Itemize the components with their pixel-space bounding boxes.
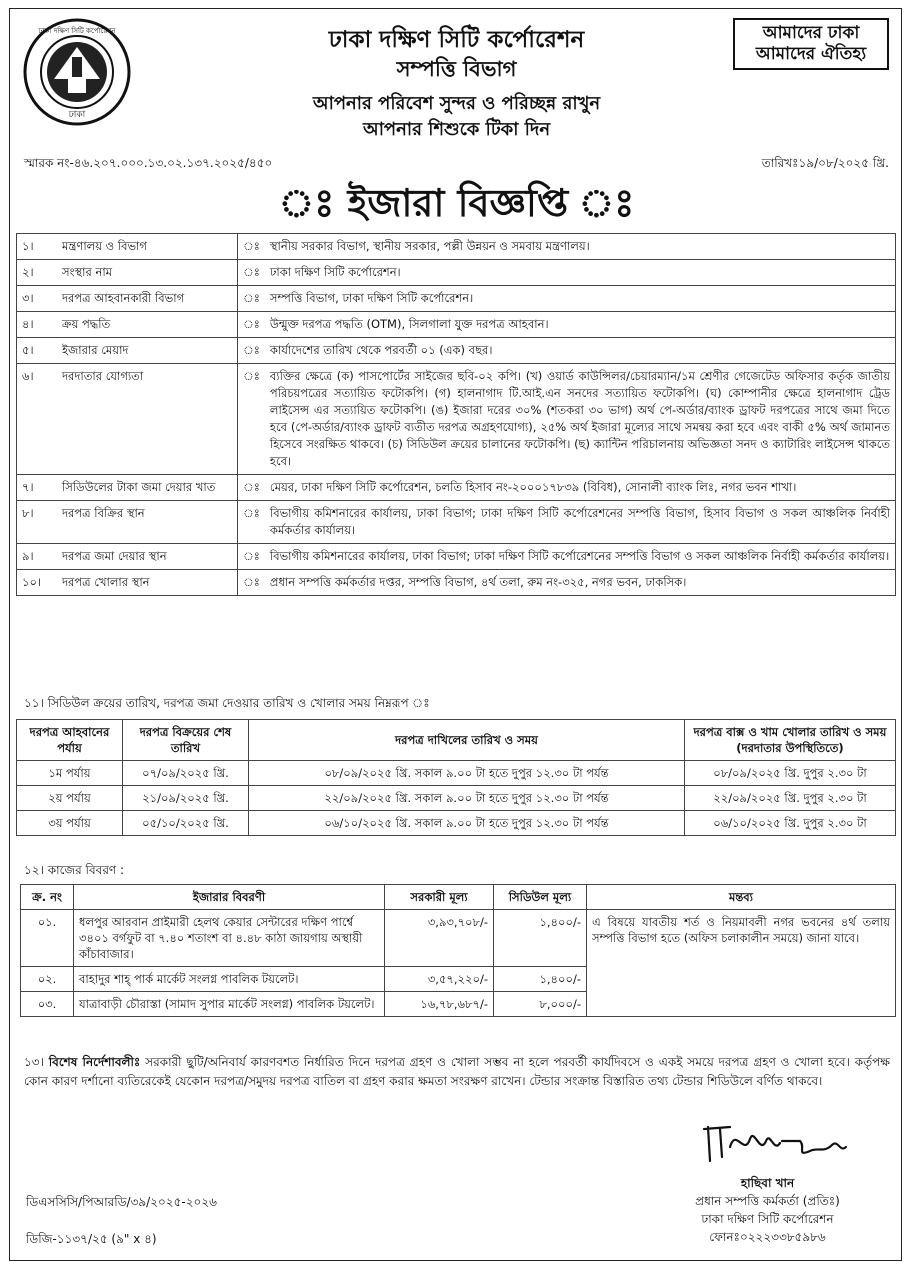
memo-number: স্মারক নং-৪৬.২০৭.০০০.১৩.০২.১৩৭.২০২৫/৪৫০ <box>24 156 273 170</box>
dept-name: সম্পত্তি বিভাগ <box>396 57 517 81</box>
item-cell: ১৬,৭৮,৬৮৭/- <box>385 992 494 1017</box>
info-row-value: বিভাগীয় কমিশনারের কার্যালয়, ঢাকা বিভাগ; ঢাকা দক্ষিণ সিটি কর্পোরেশনের সম্পত্তি বিভাগ, হিসাব বিভাগ ও সকল আঞ্চলিক নির্বাহী কর্মকর্তার কার্যালয়। <box>265 501 896 544</box>
notice-title: ঃ ইজারা বিজ্ঞপ্তি ঃ <box>278 181 635 225</box>
item-cell: ১,৪০০/- <box>494 910 587 967</box>
item-cell: ৩,৯৩,৭০৮/- <box>385 910 494 967</box>
info-row-colon: ঃ <box>238 338 265 364</box>
schedule-header-open: দরপত্র বাক্স ও খাম খোলার তারিখ ও সময় (দরদাতার উপস্থিতিতে) <box>685 720 896 761</box>
info-row-number: ৪। <box>17 312 58 338</box>
item-cell: ধলপুর আরবান প্রাইমারী হেলথ কেয়ার সেন্টারের দক্ষিণ পার্শ্বে ৩৪০১ বর্গফুট বা ৭.৪০ শতাংশ বা ৪.৪৮ কাঠা জায়গায় অস্থায়ী কাঁচাবাজার। <box>74 910 385 967</box>
reference-number: ডিএসসিসি/পিআরডি/৩৯/২০২৫-২০২৬ <box>26 1195 217 1209</box>
section-13-number: ১৩। <box>24 1055 44 1069</box>
info-row-value: মেয়র, ঢাকা দক্ষিণ সিটি কর্পোরেশন, চলতি হিসাব নং-২০০০১৭৮৩৯ (বিবিধ), সোনালী ব্যাংক লিঃ, নগর ভবন শাখা। <box>265 475 896 501</box>
info-row <box>17 475 896 501</box>
schedule-row <box>17 761 896 786</box>
schedule-cell: ০৭/০৯/২০২৫ খ্রি. <box>123 761 249 786</box>
signer-designation: প্রধান সম্পত্তি কর্মকর্তা (প্রতিঃ) <box>695 1194 840 1208</box>
item-cell: যাত্রাবাড়ী চৌরাস্তা (সামাদ সুপার মার্কেট সংলগ্ন) পাবলিক টয়লেট। <box>74 992 385 1017</box>
info-row <box>17 544 896 570</box>
heritage-line-2: আমাদের ঐতিহ্য <box>755 44 867 64</box>
section-12-heading: ১২। কাজের বিবরণ : <box>24 863 125 877</box>
schedule-row <box>17 811 896 836</box>
item-cell: ৩,৫৭,২২০/- <box>385 967 494 992</box>
info-row-colon: ঃ <box>238 260 265 286</box>
items-header-desc: ইজারার বিবরণী <box>74 885 385 910</box>
info-row <box>17 234 896 260</box>
info-row-label: সংস্থার নাম <box>57 260 238 286</box>
info-row-colon: ঃ <box>238 364 265 475</box>
signer-block <box>650 1174 885 1246</box>
schedule-cell: ০৮/০৯/২০২৫ খ্রি. দুপুর ২.৩০ টা <box>685 761 896 786</box>
info-row <box>17 364 896 475</box>
notice-page <box>9 8 902 1261</box>
items-header-govt-price: সরকারী মূল্য <box>385 885 494 910</box>
info-row <box>17 260 896 286</box>
item-cell: ০২. <box>21 967 74 992</box>
info-row-value: ঢাকা দক্ষিণ সিটি কর্পোরেশন। <box>265 260 896 286</box>
info-row-value: সম্পত্তি বিভাগ, ঢাকা দক্ষিণ সিটি কর্পোরেশন। <box>265 286 896 312</box>
signer-name: হাছিবা খান <box>740 1176 795 1190</box>
item-cell: ৮,০০০/- <box>494 992 587 1017</box>
info-row-label: দরদাতার যোগ্যতা <box>57 364 238 475</box>
item-cell: বাহাদুর শাহ্ পার্ক মার্কেট সংলগ্ন পাবলিক টয়লেট। <box>74 967 385 992</box>
item-cell: ০১. <box>21 910 74 967</box>
heritage-box <box>733 18 889 70</box>
info-row-label: ইজারার মেয়াদ <box>57 338 238 364</box>
item-row <box>21 910 896 967</box>
schedule-header-phase: দরপত্র আহবানের পর্যায় <box>17 720 123 761</box>
info-row <box>17 501 896 544</box>
info-row-number: ৫। <box>17 338 58 364</box>
item-cell: ০৩. <box>21 992 74 1017</box>
info-row-value: স্থানীয় সরকার বিভাগ, স্থানীয় সরকার, পল্লী উন্নয়ন ও সমবায় মন্ত্রণালয়। <box>265 234 896 260</box>
schedule-cell: ০৮/০৯/২০২৫ খ্রি. সকাল ৯.০০ টা হতে দুপুর ১২.৩০ টা পর্যন্ত <box>249 761 685 786</box>
items-header-remark: মন্তব্য <box>587 885 896 910</box>
section-13-label: বিশেষ নির্দেশাবলীঃ <box>48 1055 141 1069</box>
section-11-heading: ১১। সিডিউল ক্রয়ের তারিখ, দরপত্র জমা দেওয়ার তারিখ ও খোলার সময় নিম্নরূপ ঃ <box>24 696 430 710</box>
info-row-colon: ঃ <box>238 234 265 260</box>
schedule-cell: ২১/০৯/২০২৫ খ্রি. <box>123 786 249 811</box>
section-13 <box>24 1053 890 1091</box>
info-row-value: উন্মুক্ত দরপত্র পদ্ধতি (OTM), সিলগালা যুক্ত দরপত্র আহবান। <box>265 312 896 338</box>
info-row <box>17 312 896 338</box>
info-row-colon: ঃ <box>238 570 265 596</box>
info-row-number: ৩। <box>17 286 58 312</box>
issue-date: তারিখঃ১৯/০৮/২০২৫ খ্রি. <box>761 156 889 170</box>
info-row-label: সিডিউলের টাকা জমা দেয়ার খাত <box>57 475 238 501</box>
info-row-label: দরপত্র জমা দেয়ার স্থান <box>57 544 238 570</box>
schedule-cell: ১ম পর্যায় <box>17 761 123 786</box>
signer-phone: ফোনঃ০২২২৩৩৮৫৯৮৬ <box>709 1230 826 1244</box>
info-row-label: দরপত্র আহবানকারী বিভাগ <box>57 286 238 312</box>
items-header-schedule-price: সিডিউল মূল্য <box>494 885 587 910</box>
item-cell: ১,৪০০/- <box>494 967 587 992</box>
info-row-label: ক্রয় পদ্ধতি <box>57 312 238 338</box>
schedule-table <box>16 719 896 836</box>
info-row-label: দরপত্র খোলার স্থান <box>57 570 238 596</box>
logo-top-text: ঢাকা দক্ষিণ সিটি কর্পোরেশন <box>38 27 116 35</box>
logo-city-text: ঢাকা <box>68 110 86 120</box>
info-row-label: মন্ত্রণালয় ও বিভাগ <box>57 234 238 260</box>
info-row-value: ব্যক্তির ক্ষেত্রে (ক) পাসপোর্টের সাইজের ছবি-০২ কপি। (খ) ওয়ার্ড কাউন্সিলর/চেয়ারম্যান/১ম শ্রেণীর গেজেটেড অফিসার কর্তৃক জাতীয় পরিচয়পত্রের সত্যায়িত ফটোকপি। (গ) হালনাগাদ টি.আই.এন সনদের সত্যায়িত ফটোকপি। (ঘ) কোম্পানীর ক্ষেত্রে হালনাগাদ ট্রেড লাইসেন্স এর সত্যায়িত ফটোকপি। (ঙ) ইজারা দরের ৩০% (শতকরা ৩০ ভাগ) অর্থ পে-অর্ডার/ব্যাংক ড্রাফট দরপত্রের সাথে জমা দিতে হবে (পে-অর্ডার/ব্যাংক ড্রাফট ব্যতীত দরপত্র অগ্রহণযোগ্য), ২৫% অর্থ ইজারা মূল্যের সাথে সমন্বয় করা হবে এবং বাকী ৫% অর্থ জামানত হিসেবে সংরক্ষিত থাকবে। (চ) সিডিউল ক্রয়ের চালানের ফটোকপি। (ছ) ক্যান্টিন পরিচালনায় অভিজ্ঞতা সনদ ও ক্যাটারিং লাইসেন্স থাকতে হবে। <box>265 364 896 475</box>
info-row <box>17 286 896 312</box>
schedule-cell: ২য় পর্যায় <box>17 786 123 811</box>
info-table <box>16 233 896 596</box>
heritage-line-1: আমাদের ঢাকা <box>762 23 860 43</box>
schedule-cell: ২২/০৯/২০২৫ খ্রি. দুপুর ২.৩০ টা <box>685 786 896 811</box>
slogan-line-2: আপনার শিশুকে টিকা দিন <box>362 119 551 140</box>
schedule-cell: ০৬/১০/২০২৫ খ্রি. দুপুর ২.৩০ টা <box>685 811 896 836</box>
schedule-cell: ০৫/১০/২০২৫ খ্রি. <box>123 811 249 836</box>
info-row-number: ৯। <box>17 544 58 570</box>
info-row-value: কার্যাদেশের তারিখ থেকে পরবর্তী ০১ (এক) বছর। <box>265 338 896 364</box>
slogan-line-1: আপনার পরিবেশ সুন্দর ও পরিচ্ছন্ন রাখুন <box>312 93 601 114</box>
section-13-text: সরকারী ছুটি/অনিবার্য কারণবশত নির্ধারিত দিনে দরপত্র গ্রহণ ও খোলা সম্ভব না হলে পরবর্তী কার্যদিবসে ও একই সময়ে দরপত্র গ্রহণ ও খোলা হবে। কর্তৃপক্ষ কোন কারণ দর্শানো ব্যতিরেকেই যেকোন দরপত্র/সমুদয় দরপত্র বাতিল বা গ্রহণ করার ক্ষমতা সংরক্ষণ রাখেন। টেন্ডার সংক্রান্ত বিস্তারিত তথ্য টেন্ডার শিডিউলে বর্ণিত থাকবে। <box>24 1055 890 1088</box>
info-row-colon: ঃ <box>238 544 265 570</box>
items-header-serial: ক্র. নং <box>21 885 74 910</box>
info-row-label: দরপত্র বিক্রির স্থান <box>57 501 238 544</box>
info-row-colon: ঃ <box>238 475 265 501</box>
info-row-number: ১। <box>17 234 58 260</box>
info-row-number: ১০। <box>17 570 58 596</box>
schedule-row <box>17 786 896 811</box>
info-row-number: ৭। <box>17 475 58 501</box>
signature <box>700 1117 850 1167</box>
schedule-header-sale: দরপত্র বিক্রয়ের শেষ তারিখ <box>123 720 249 761</box>
info-row <box>17 338 896 364</box>
org-name: ঢাকা দক্ষিণ সিটি কর্পোরেশন <box>328 27 585 53</box>
info-row-number: ৮। <box>17 501 58 544</box>
info-row-colon: ঃ <box>238 312 265 338</box>
info-row-colon: ঃ <box>238 286 265 312</box>
schedule-header-submit: দরপত্র দাখিলের তারিখ ও সময় <box>249 720 685 761</box>
items-table <box>20 884 896 1017</box>
item-remark: এ বিষয়ে যাবতীয় শর্ত ও নিয়মাবলী নগর ভবনের ৪র্থ তলায় সম্পত্তি বিভাগ হতে (অফিস চলাকালীন সময়ে) জানা যাবে। <box>587 910 896 1017</box>
schedule-cell: ২২/০৯/২০২৫ খ্রি. সকাল ৯.০০ টা হতে দুপুর ১২.৩০ টা পর্যন্ত <box>249 786 685 811</box>
info-row-value: বিভাগীয় কমিশনারের কার্যালয়, ঢাকা বিভাগ; ঢাকা দক্ষিণ সিটি কর্পোরেশনের সম্পত্তি বিভাগ ও সকল আঞ্চলিক নির্বাহী কর্মকর্তার কার্যালয়। <box>265 544 896 570</box>
info-row-number: ২। <box>17 260 58 286</box>
dg-number: ডিজি-১১৩৭/২৫ (৯" x ৪) <box>26 1232 157 1246</box>
schedule-cell: ০৬/১০/২০২৫ খ্রি. সকাল ৯.০০ টা হতে দুপুর ১২.৩০ টা পর্যন্ত <box>249 811 685 836</box>
info-row-number: ৬। <box>17 364 58 475</box>
schedule-cell: ৩য় পর্যায় <box>17 811 123 836</box>
info-row-value: প্রধান সম্পত্তি কর্মকর্তার দপ্তর, সম্পত্তি বিভাগ, ৪র্থ তলা, রুম নং-৩২৫, নগর ভবন, ঢাকসিক। <box>265 570 896 596</box>
info-row-colon: ঃ <box>238 501 265 544</box>
signer-org: ঢাকা দক্ষিণ সিটি কর্পোরেশন <box>701 1212 834 1226</box>
info-row <box>17 570 896 596</box>
